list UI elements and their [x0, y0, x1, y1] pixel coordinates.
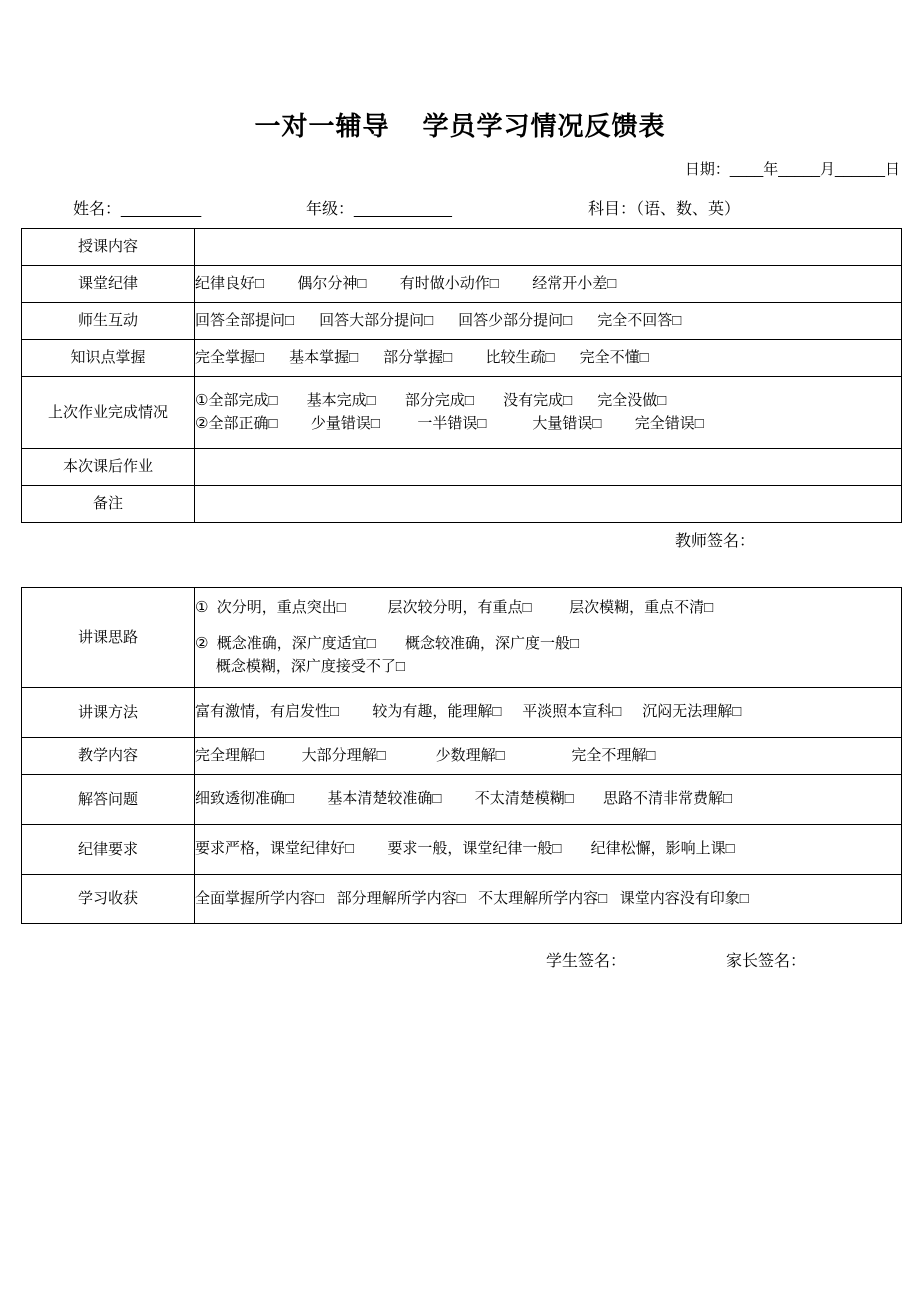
option-line: 要求严格，课堂纪律好□ 要求一般，课堂纪律一般□ 纪律松懈，影响上课□	[195, 840, 735, 858]
row-options[interactable]	[195, 875, 902, 924]
row-label: 备注	[22, 486, 195, 523]
row-label: 解答问题	[22, 775, 195, 825]
table-row	[22, 340, 902, 377]
table-row	[22, 229, 902, 266]
subject-field[interactable]: 科目：（语、数、英）	[588, 201, 741, 218]
option-lines	[195, 597, 901, 679]
row-options[interactable]	[195, 688, 902, 738]
row-options[interactable]	[195, 377, 902, 449]
line-spacer	[195, 497, 901, 511]
option-lines	[195, 347, 901, 370]
option-lines	[195, 745, 901, 768]
option-line: ②全部正确□ 少量错误□ 一半错误□ 大量错误□ 完全错误□	[195, 414, 704, 432]
grade-field[interactable]: 年级：___________	[306, 201, 452, 218]
table-row	[22, 738, 902, 775]
table-row	[22, 377, 902, 449]
option-lines	[195, 701, 901, 724]
option-line: ①全部完成□ 基本完成□ 部分完成□ 没有完成□ 完全没做□	[195, 392, 667, 409]
row-options[interactable]	[195, 825, 902, 875]
row-label: 本次课后作业	[22, 449, 195, 486]
row-options[interactable]	[195, 738, 902, 775]
row-input-area[interactable]	[195, 229, 902, 266]
table-row	[22, 303, 902, 340]
row-label: 纪律要求	[22, 825, 195, 875]
row-label: 师生互动	[22, 303, 195, 340]
option-line: 细致透彻准确□ 基本清楚较准确□ 不太清楚模糊□ 思路不清非常费解□	[195, 790, 733, 808]
table-row	[22, 775, 902, 825]
option-lines	[195, 788, 901, 811]
table-row	[22, 825, 902, 875]
option-lines	[195, 273, 901, 296]
line-spacer	[195, 619, 901, 633]
student-feedback-table-body	[22, 229, 902, 523]
option-line: ① 次分明，重点突出□ 层次较分明，有重点□ 层次模糊，重点不清□	[195, 598, 714, 616]
option-lines	[195, 240, 901, 254]
page-title: 一对一辅导 学员学习情况反馈表	[254, 111, 666, 141]
row-options[interactable]	[195, 775, 902, 825]
option-lines	[195, 888, 901, 911]
option-line: 富有激情，有启发性□ 较为有趣，能理解□ 平淡照本宣科□ 沉闷无法理解□	[195, 703, 742, 721]
line-spacer	[195, 460, 901, 474]
option-line: ② 概念准确，深广度适宜□ 概念较准确，深广度一般□	[195, 635, 580, 653]
row-label: 授课内容	[22, 229, 195, 266]
student-feedback-table	[21, 228, 902, 523]
row-label: 讲课方法	[22, 688, 195, 738]
option-lines	[195, 838, 901, 861]
row-label: 教学内容	[22, 738, 195, 775]
row-label: 知识点掌握	[22, 340, 195, 377]
row-label: 课堂纪律	[22, 266, 195, 303]
line-spacer	[195, 240, 901, 254]
table-row	[22, 449, 902, 486]
option-line: 完全理解□ 大部分理解□ 少数理解□ 完全不理解□	[195, 746, 656, 764]
row-input-area[interactable]	[195, 449, 902, 486]
table-row	[22, 486, 902, 523]
row-input-area[interactable]	[195, 486, 902, 523]
option-lines	[195, 497, 901, 511]
option-line: 全面掌握所学内容□ 部分理解所学内容□ 不太理解所学内容□ 课堂内容没有印象□	[195, 889, 749, 907]
row-label: 上次作业完成情况	[22, 377, 195, 449]
table-row	[22, 588, 902, 688]
option-line: 完全掌握□ 基本掌握□ 部分掌握□ 比较生疏□ 完全不懂□	[195, 348, 649, 366]
option-lines	[195, 310, 901, 333]
option-line: 概念模糊，深广度接受不了□	[195, 657, 405, 675]
row-label: 学习收获	[22, 875, 195, 924]
parent-signature-label[interactable]: 家长签名：	[726, 953, 807, 970]
date-field-line[interactable]: 日期：____年_____月______日	[684, 161, 900, 178]
option-lines	[195, 390, 901, 435]
table-row	[22, 266, 902, 303]
row-options[interactable]	[195, 266, 902, 303]
teacher-evaluation-table	[21, 587, 902, 924]
table-row	[22, 688, 902, 738]
table-row	[22, 875, 902, 924]
option-line: 回答全部提问□ 回答大部分提问□ 回答少部分提问□ 完全不回答□	[195, 311, 682, 329]
row-options[interactable]	[195, 588, 902, 688]
option-line: 纪律良好□ 偶尔分神□ 有时做小动作□ 经常开小差□	[195, 274, 617, 292]
row-options[interactable]	[195, 303, 902, 340]
teacher-evaluation-table-body	[22, 588, 902, 924]
option-lines	[195, 460, 901, 474]
student-info-row	[21, 196, 899, 220]
row-options[interactable]	[195, 340, 902, 377]
row-label: 讲课思路	[22, 588, 195, 688]
name-field[interactable]: 姓名：_________	[73, 201, 202, 218]
student-signature-label[interactable]: 学生签名：	[546, 953, 627, 970]
teacher-signature-label[interactable]: 教师签名：	[675, 533, 756, 550]
